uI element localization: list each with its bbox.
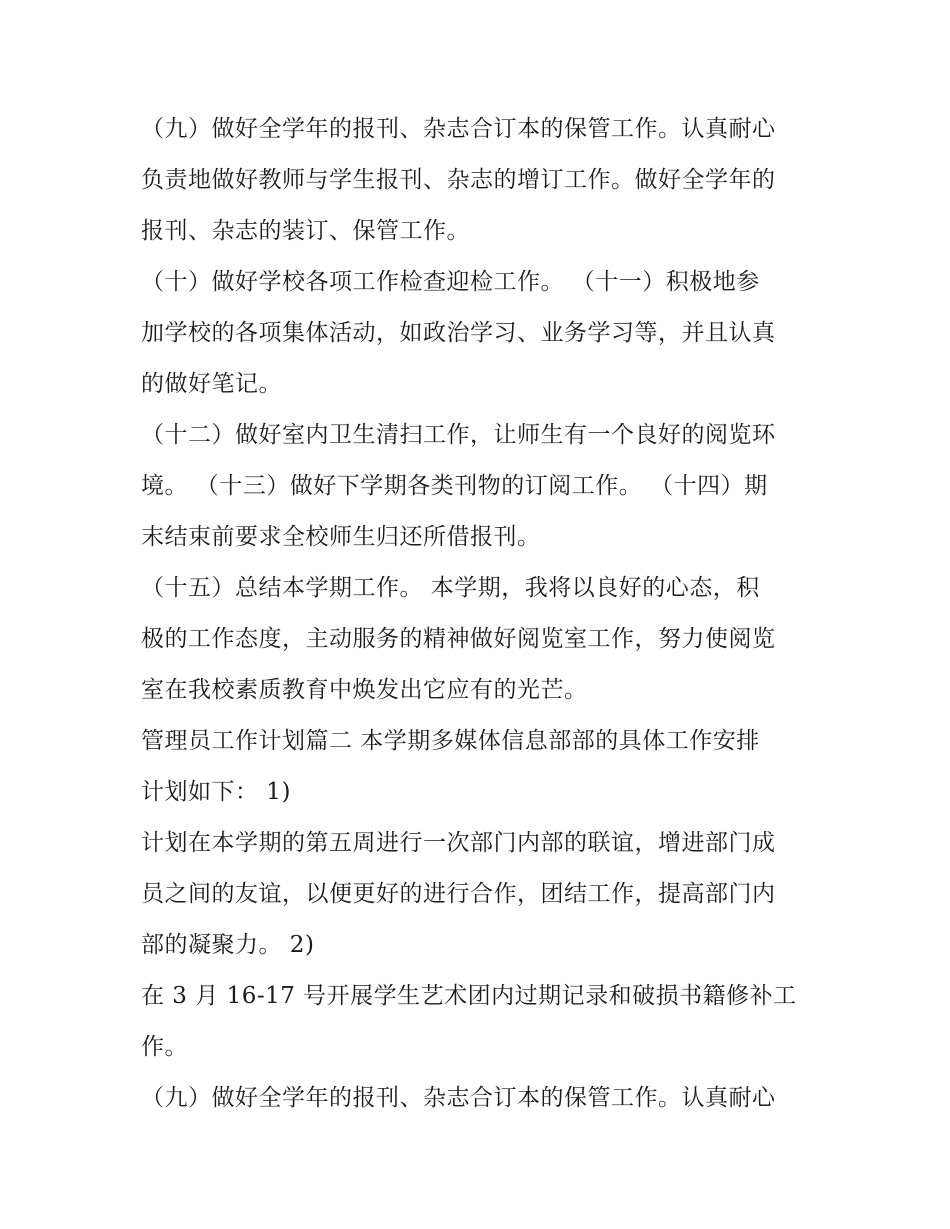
text-line: 的做好笔记。 xyxy=(141,371,282,397)
text-line: 末结束前要求全校师生归还所借报刊。 xyxy=(141,524,541,550)
text-line: 境。 （十三）做好下学期各类刊物的订阅工作。 （十四）期 xyxy=(141,473,768,499)
text-line: 计划如下： 1) xyxy=(141,779,291,805)
text-line: 作。 xyxy=(141,1034,188,1060)
text-line: 部的凝聚力。 2) xyxy=(141,932,315,958)
text-line: 管理员工作计划篇二 本学期多媒体信息部部的具体工作安排 xyxy=(141,728,760,754)
text-line: 室在我校素质教育中焕发出它应有的光芒。 xyxy=(141,677,588,703)
text-line: 负责地做好教师与学生报刊、杂志的增订工作。做好全学年的 xyxy=(141,167,776,193)
text-line: （十）做好学校各项工作检查迎检工作。 （十一）积极地参 xyxy=(141,269,760,295)
text-line: 加学校的各项集体活动，如政治学习、业务学习等，并且认真 xyxy=(141,320,776,346)
text-line: 在 3 月 16-17 号开展学生艺术团内过期记录和破损书籍修补工 xyxy=(141,983,797,1009)
text-line: 员之间的友谊，以便更好的进行合作，团结工作，提高部门内 xyxy=(141,881,776,907)
text-line: 报刊、杂志的装订、保管工作。 xyxy=(141,218,470,244)
text-line: 极的工作态度，主动服务的精神做好阅览室工作，努力使阅览 xyxy=(141,626,776,652)
text-line: （九）做好全学年的报刊、杂志合订本的保管工作。认真耐心 xyxy=(141,116,776,142)
text-line: 计划在本学期的第五周进行一次部门内部的联谊，增进部门成 xyxy=(141,830,776,856)
text-line: （九）做好全学年的报刊、杂志合订本的保管工作。认真耐心 xyxy=(141,1085,776,1111)
text-line: （十五）总结本学期工作。 本学期，我将以良好的心态，积 xyxy=(141,575,760,601)
text-line: （十二）做好室内卫生清扫工作，让师生有一个良好的阅览环 xyxy=(141,422,776,448)
